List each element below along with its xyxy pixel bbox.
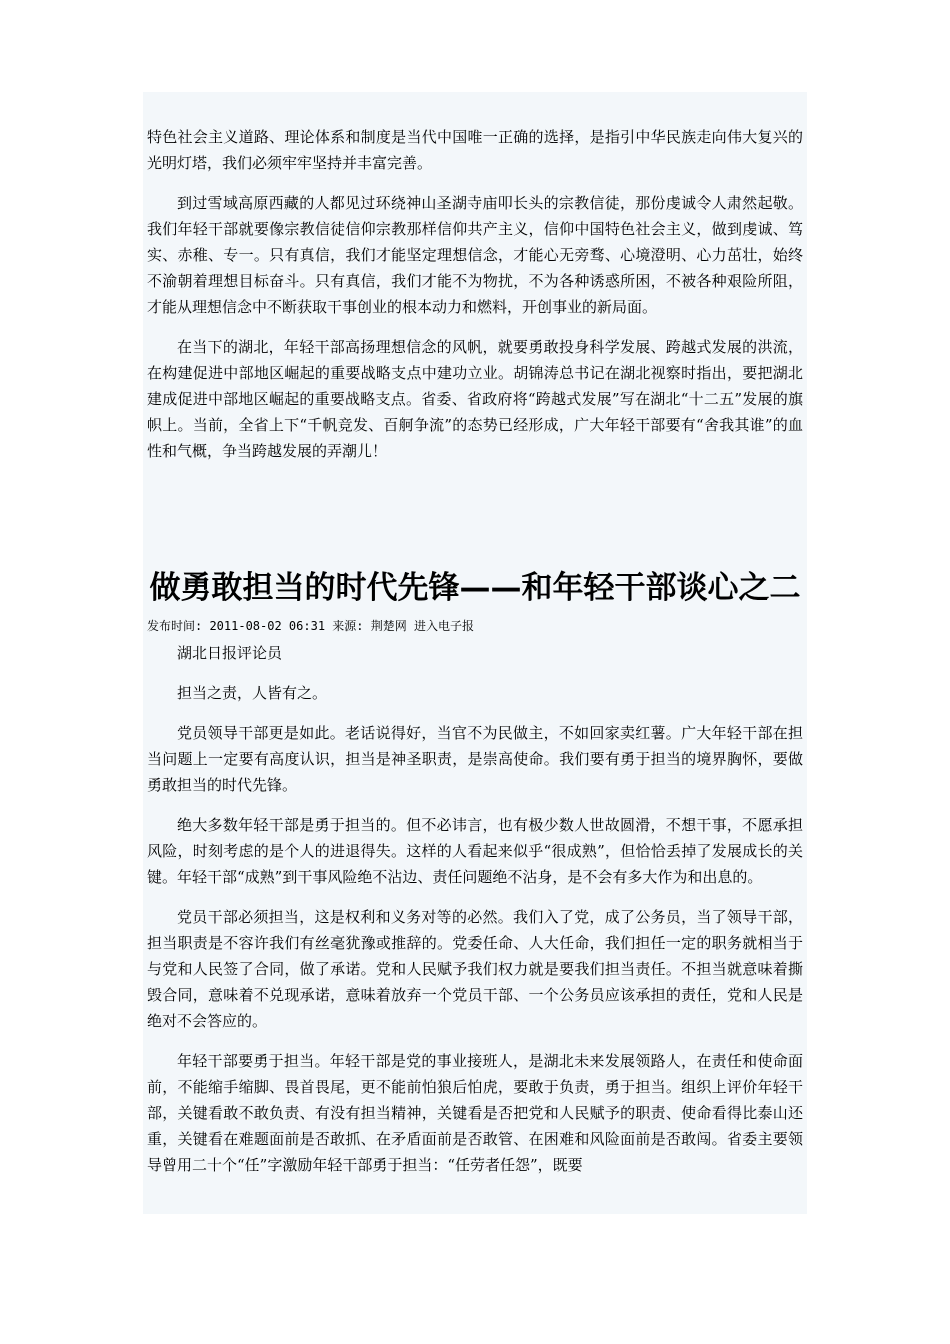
byline: 湖北日报评论员 [177, 644, 283, 662]
paragraph: 在当下的湖北，年轻干部高扬理想信念的风帆，就要勇敢投身科学发展、跨越式发展的洪流，在构建促进中部地区崛起的重要战略支点中建功立业。胡锦涛总书记在湖北视察时指出，要把湖北建成促进中部地区崛起的重要战略支点。省委、省政府将“跨越式发展”写在湖北“十二五”发展的旗帜上。当前，全省上下“千帆竞发、百舸争流”的态势已经形成，广大年轻干部要有“舍我其谁”的血性和气概，争当跨越发展的弄潮儿！ [147, 338, 803, 460]
previous-article-tail [147, 124, 803, 464]
article-meta [147, 618, 474, 634]
paragraph: 担当之责，人皆有之。 [177, 684, 328, 702]
paragraph: 年轻干部要勇于担当。年轻干部是党的事业接班人，是湖北未来发展领路人，在责任和使命面前，不能缩手缩脚、畏首畏尾，更不能前怕狼后怕虎，要敢于负责，勇于担当。组织上评价年轻干部，关键看敢不敢负责、有没有担当精神，关键看是否把党和人民赋予的职责、使命看得比泰山还重，关键看在难题面前是否敢抓、在矛盾面前是否敢管、在困难和风险面前是否敢闯。省委主要领导曾用二十个“任”字激励年轻干部勇于担当：“任劳者任怨”，既要 [147, 1052, 803, 1174]
article-title: 做勇敢担当的时代先锋——和年轻干部谈心之二 [149, 570, 801, 606]
e-paper-link[interactable]: 进入电子报 [413, 619, 474, 633]
paragraph: 到过雪域高原西藏的人都见过环绕神山圣湖寺庙叩长头的宗教信徒，那份虔诚令人肃然起敬。我们年轻干部就要像宗教信徒信仰宗教那样信仰共产主义，信仰中国特色社会主义，做到虔诚、笃实、赤稚、专一。只有真信，我们才能坚定理想信念，才能心无旁骛、心境澄明、心力茁壮，始终不渝朝着理想目标奋斗。只有真信，我们才能不为物扰，不为各种诱惑所困，不被各种艰险所阻，才能从理想信念中不断获取干事创业的根本动力和燃料，开创事业的新局面。 [147, 194, 803, 316]
paragraph: 特色社会主义道路、理论体系和制度是当代中国唯一正确的选择，是指引中华民族走向伟大复兴的光明灯塔，我们必须牢牢坚持并丰富完善。 [147, 128, 803, 172]
paragraph: 绝大多数年轻干部是勇于担当的。但不必讳言，也有极少数人世故圆滑，不想干事，不愿承担风险，时刻考虑的是个人的进退得失。这样的人看起来似乎“很成熟”，但恰恰丢掉了发展成长的关键。年轻干部“成熟”到干事风险绝不沾边、责任问题绝不沾身，是不会有多大作为和出息的。 [147, 816, 803, 886]
paragraph: 党员领导干部更是如此。老话说得好，当官不为民做主，不如回家卖红薯。广大年轻干部在担当问题上一定要有高度认识，担当是神圣职责，是崇高使命。我们要有勇于担当的境界胸怀，要做勇敢担当的时代先锋。 [147, 724, 803, 794]
article-body [147, 640, 803, 1178]
paragraph: 党员干部必须担当，这是权利和义务对等的必然。我们入了党，成了公务员，当了领导干部，担当职责是不容许我们有丝毫犹豫或推辞的。党委任命、人大任命，我们担任一定的职务就相当于与党和人民签了合同，做了承诺。党和人民赋予我们权力就是要我们担当责任。不担当就意味着撕毁合同，意味着不兑现承诺，意味着放弃一个党员干部、一个公务员应该承担的责任，党和人民是绝对不会答应的。 [147, 908, 803, 1030]
publish-info: 发布时间: 2011-08-02 06:31 来源: 荆楚网 [147, 619, 414, 633]
